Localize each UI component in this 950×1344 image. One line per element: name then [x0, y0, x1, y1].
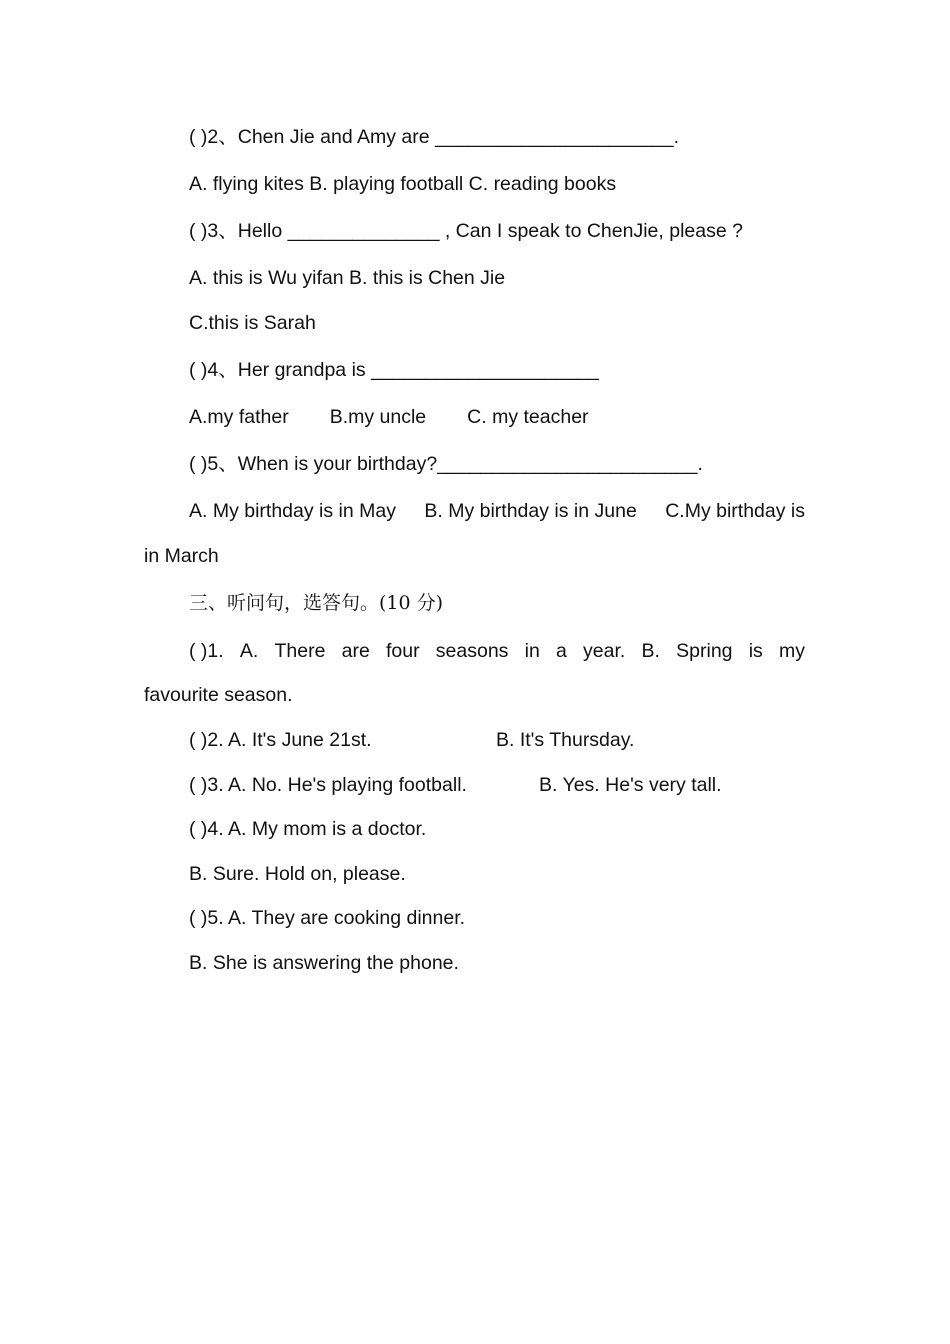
- option-b: B. It's Thursday.: [496, 729, 635, 751]
- part3-question-5: ( )5. A. They are cooking dinner.: [189, 907, 466, 929]
- option-c: C.My birthday is: [665, 500, 805, 522]
- word: four: [386, 640, 420, 662]
- option-b: B.my uncle: [329, 406, 427, 428]
- question-5: ( )5、When is your birthday?________________________.: [189, 453, 703, 475]
- word: my: [778, 640, 805, 662]
- question-5-options: [189, 499, 805, 523]
- question-prefix: ( )2. A. It's June 21st.: [189, 729, 372, 751]
- word: seasons: [435, 640, 509, 662]
- part3-question-5-option-b: B. She is answering the phone.: [189, 952, 459, 974]
- question-3-options-line1: A. this is Wu yifan B. this is Chen Jie: [189, 267, 506, 289]
- word: is: [748, 640, 763, 662]
- part3-question-1-continued: favourite season.: [144, 684, 293, 706]
- question-3: ( )3、Hello ______________ , Can I speak to ChenJie, please ?: [189, 220, 743, 242]
- word: a: [556, 640, 567, 662]
- word: are: [341, 640, 370, 662]
- option-c: C. my teacher: [467, 406, 589, 428]
- part3-question-1: [189, 639, 805, 663]
- part3-question-3: [189, 773, 722, 797]
- word: There: [274, 640, 326, 662]
- question-4: ( )4、Her grandpa is _____________________: [189, 359, 599, 381]
- question-prefix: ( )1.: [189, 640, 224, 662]
- word: in: [524, 640, 540, 662]
- question-2: ( )2、Chen Jie and Amy are ______________________.: [189, 126, 680, 148]
- option-a: A.my father: [189, 406, 289, 428]
- option-b: B. Yes. He's very tall.: [539, 774, 722, 796]
- question-prefix: ( )3. A. No. He's playing football.: [189, 774, 467, 796]
- question-4-options: [189, 405, 589, 429]
- question-2-options: A. flying kites B. playing football C. reading books: [189, 173, 617, 195]
- part3-question-2: [189, 728, 634, 752]
- part3-question-4: ( )4. A. My mom is a doctor.: [189, 818, 427, 840]
- part3-question-4-option-b: B. Sure. Hold on, please.: [189, 863, 406, 885]
- question-5-options-continued: in March: [144, 545, 219, 567]
- word: A.: [239, 640, 259, 662]
- section-heading: 三、听问句，选答句。(10 分): [189, 592, 444, 614]
- word: B.: [641, 640, 660, 662]
- option-a: A. My birthday is in May: [189, 500, 396, 522]
- option-b: B. My birthday is in June: [424, 500, 637, 522]
- question-3-options-line2: C.this is Sarah: [189, 312, 316, 334]
- word: year.: [583, 640, 626, 662]
- word: Spring: [676, 640, 733, 662]
